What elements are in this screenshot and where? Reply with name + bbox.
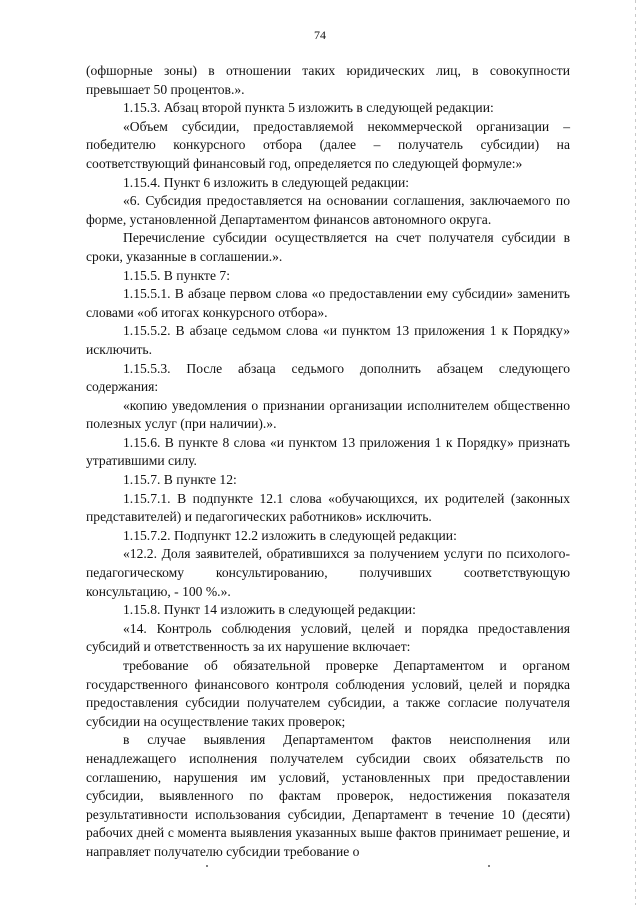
- scan-dot-artifact: [206, 865, 208, 867]
- paragraph: 1.15.5.2. В абзаце седьмом слова «и пунктом 13 приложения 1 к Порядку» исключить.: [86, 323, 570, 357]
- paragraph: 1.15.5.1. В абзаце первом слова «о предоставлении ему субсидии» заменить словами «об итогах конкурсного отбора».: [86, 286, 570, 320]
- paragraph: «12.2. Доля заявителей, обратившихся за получением услуги по психолого-педагогическому консультированию, получивших соответствующую консультацию, - 100 %.».: [86, 546, 570, 599]
- paragraph: 1.15.7.1. В подпункте 12.1 слова «обучающихся, их родителей (законных представителей) и педагогических работников» исключить.: [86, 490, 570, 525]
- paragraph: «14. Контроль соблюдения условий, целей и порядка предоставления субсидий и ответственность за их нарушение включает:: [86, 620, 570, 655]
- page-number: 74: [314, 28, 326, 42]
- document-body: [86, 62, 570, 862]
- paragraph: 1.15.3. Абзац второй пункта 5 изложить в следующей редакции:: [123, 100, 494, 116]
- paragraph: 1.15.4. Пункт 6 изложить в следующей редакции:: [123, 174, 410, 190]
- paragraph: 1.15.8. Пункт 14 изложить в следующей редакции:: [123, 602, 416, 618]
- paragraph: 1.15.7. В пункте 12:: [123, 472, 237, 488]
- paragraph: «6. Субсидия предоставляется на основании соглашения, заключаемого по форме, установленной Департаментом финансов автономного округа.: [86, 193, 570, 227]
- paragraph: Перечисление субсидии осуществляется на счет получателя субсидии в сроки, указанные в соглашении.».: [86, 230, 570, 264]
- scan-dot-artifact: [488, 865, 490, 867]
- paragraph: в случае выявления Департаментом фактов неисполнения или ненадлежащего исполнения получателем субсидии своих обязательств по соглашению, нарушения им условий, установленных при предоставлении субсидии, выявленного по фактам проверок, недостижения показателя результативности использования субсидии, Департамент в течение 10 (десяти) рабочих дней с момента выявления указанных выше фактов принимает решение, и направляет получателю субсидии требование о: [86, 732, 570, 859]
- paragraph: 1.15.5.3. После абзаца седьмого дополнить абзацем следующего содержания:: [86, 360, 570, 395]
- paragraph: 1.15.6. В пункте 8 слова «и пунктом 13 приложения 1 к Порядку» признать утратившими силу.: [86, 434, 570, 469]
- paragraph: 1.15.7.2. Подпункт 12.2 изложить в следующей редакции:: [123, 527, 457, 543]
- scan-edge-artifact: [635, 0, 636, 905]
- paragraph: «Объем субсидии, предоставляемой некоммерческой организации – победителю конкурсного отбора (далее – получатель субсидии) на соответствующий финансовый год, определяется по следующей формуле:»: [86, 118, 570, 171]
- paragraph: (офшорные зоны) в отношении таких юридических лиц, в совокупности превышает 50 процентов.».: [86, 63, 570, 97]
- paragraph: «копию уведомления о признании организации исполнителем общественно полезных услуг (при наличии).».: [86, 397, 570, 432]
- paragraph: 1.15.5. В пункте 7:: [123, 267, 230, 283]
- paragraph: требование об обязательной проверке Департаментом и органом государственного финансового контроля соблюдения условий, целей и порядка предоставления субсидии получателем субсидии, а также согласие получателя субсидии на осуществление таких проверок;: [86, 658, 570, 729]
